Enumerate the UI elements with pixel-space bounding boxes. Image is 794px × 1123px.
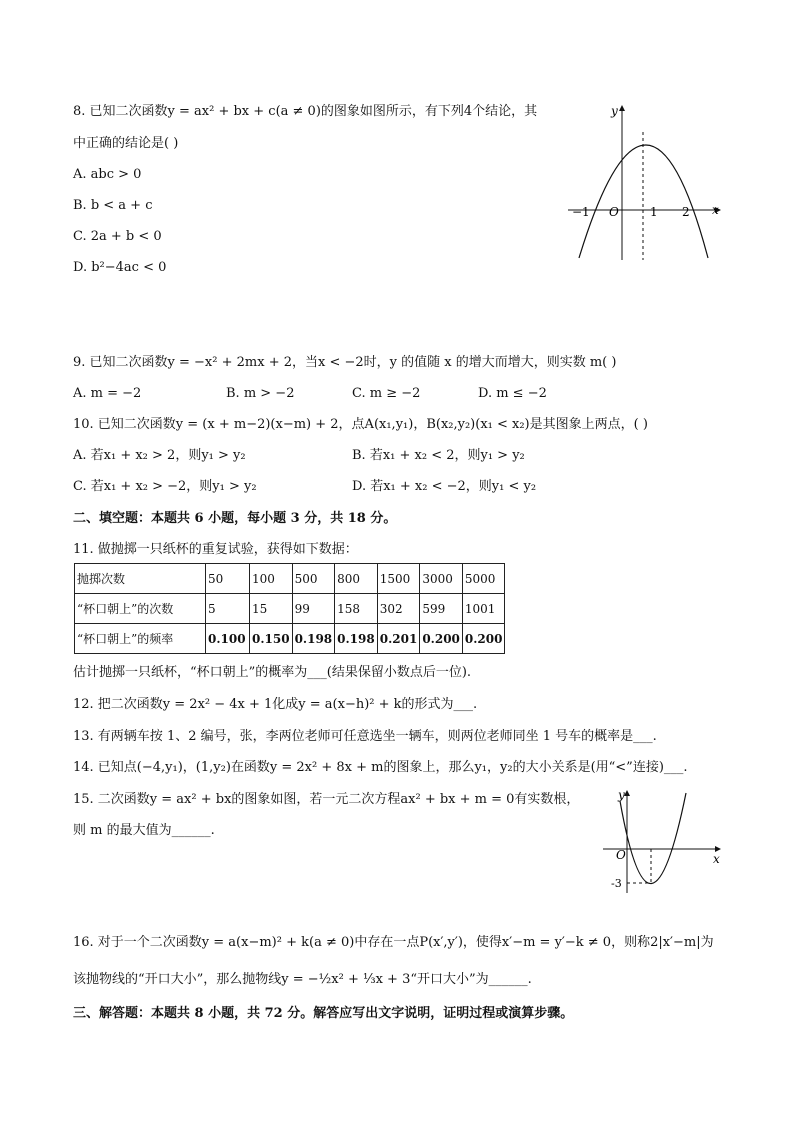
table-cell: 100	[250, 564, 293, 594]
table-cell: 0.200	[420, 624, 463, 654]
q8-parabola-graph	[565, 100, 725, 262]
table-row	[75, 624, 505, 654]
q8-tick-2: 2	[682, 205, 690, 219]
table-cell: “杯口朝上”的频率	[75, 624, 206, 654]
q8-tick-1: 1	[650, 205, 658, 219]
table-cell: 3000	[420, 564, 463, 594]
section-3-heading: 三、解答题：本题共 8 小题，共 72 分。解答应写出文字说明，证明过程或演算步骤。	[73, 1006, 574, 1021]
q9-option-d: D. m ≤ −2	[478, 386, 547, 401]
q12-text: 12. 把二次函数y = 2x² − 4x + 1化成y = a(x−h)² + k的形式为___.	[73, 697, 478, 712]
table-cell: 抛掷次数	[75, 564, 206, 594]
q15-parabola-graph	[598, 785, 728, 895]
q8-stem-line2: 中正确的结论是( )	[73, 136, 179, 151]
table-cell: 1500	[377, 564, 420, 594]
q11-stem: 11. 做抛掷一只纸杯的重复试验，获得如下数据：	[73, 542, 358, 557]
q15-line2: 则 m 的最大值为______.	[73, 823, 215, 838]
table-cell: 0.198	[292, 624, 335, 654]
q14-text: 14. 已知点(−4,y₁)，(1,y₂)在函数y = 2x² + 8x + m的图象上，那么y₁，y₂的大小关系是(用“<”连接)___.	[73, 760, 688, 775]
table-cell: 0.150	[250, 624, 293, 654]
q9-option-a: A. m = −2	[73, 386, 142, 401]
table-row	[75, 564, 505, 594]
table-cell: 800	[335, 564, 378, 594]
q16-line1: 16. 对于一个二次函数y = a(x−m)² + k(a ≠ 0)中存在一点P(x′,y′)，使得x′−m = y′−k ≠ 0，则称2|x′−m|为	[73, 935, 714, 950]
q15-origin-label: O	[616, 848, 626, 862]
q8-y-label: y	[611, 104, 618, 118]
section-2-heading: 二、填空题：本题共 6 小题，每小题 3 分，共 18 分。	[73, 511, 397, 526]
q10-option-c: C. 若x₁ + x₂ > −2，则y₁ > y₂	[73, 479, 257, 494]
q16-line2: 该抛物线的“开口大小”，那么抛物线y = −½x² + ⅓x + 3“开口大小”为______.	[73, 972, 532, 987]
q8-option-c: C. 2a + b < 0	[73, 229, 162, 244]
q10-option-a: A. 若x₁ + x₂ > 2，则y₁ > y₂	[73, 448, 246, 463]
q11-after-text: 估计抛掷一只纸杯，“杯口朝上”的概率为___(结果保留小数点后一位).	[73, 665, 472, 680]
table-cell: 50	[206, 564, 250, 594]
table-cell: 99	[292, 594, 335, 624]
table-cell: 1001	[462, 594, 505, 624]
q9-option-b: B. m > −2	[226, 386, 295, 401]
q15-line1: 15. 二次函数y = ax² + bx的图象如图，若一元二次方程ax² + bx + m = 0有实数根，	[73, 792, 580, 807]
q8-x-label: x	[712, 203, 719, 217]
q8-option-b: B. b < a + c	[73, 198, 153, 213]
table-cell: 599	[420, 594, 463, 624]
q10-stem: 10. 已知二次函数y = (x + m−2)(x−m) + 2，点A(x₁,y₁)，B(x₂,y₂)(x₁ < x₂)是其图象上两点，( )	[73, 417, 648, 432]
table-cell: “杯口朝上”的次数	[75, 594, 206, 624]
table-cell: 158	[335, 594, 378, 624]
q15-parabola-curve	[620, 793, 686, 884]
q9-stem: 9. 已知二次函数y = −x² + 2mx + 2，当x < −2时，y 的值随 x 的增大而增大，则实数 m( )	[73, 355, 617, 370]
q11-frequency-table	[74, 563, 505, 654]
table-cell: 0.201	[377, 624, 420, 654]
q15-min-label: -3	[611, 877, 622, 890]
q8-option-a: A. abc > 0	[73, 167, 142, 182]
table-cell: 5000	[462, 564, 505, 594]
q9-option-c: C. m ≥ −2	[352, 386, 421, 401]
q10-option-b: B. 若x₁ + x₂ < 2，则y₁ > y₂	[352, 448, 525, 463]
table-cell: 0.100	[206, 624, 250, 654]
q8-tick-neg1: −1	[572, 205, 590, 219]
q8-stem-line1: 8. 已知二次函数y = ax² + bx + c(a ≠ 0)的图象如图所示，有下列4个结论，其	[73, 104, 538, 119]
q8-origin-label: O	[609, 205, 619, 219]
q10-option-d: D. 若x₁ + x₂ < −2，则y₁ < y₂	[352, 479, 537, 494]
table-cell: 15	[250, 594, 293, 624]
q15-y-label: y	[618, 788, 625, 802]
table-cell: 5	[206, 594, 250, 624]
table-cell: 0.198	[335, 624, 378, 654]
table-cell: 500	[292, 564, 335, 594]
q8-option-d: D. b²−4ac < 0	[73, 260, 167, 275]
table-cell: 302	[377, 594, 420, 624]
q13-text: 13. 有两辆车按 1、2 编号，张，李两位老师可任意选坐一辆车，则两位老师同坐 1 号车的概率是___.	[73, 729, 657, 744]
table-row	[75, 594, 505, 624]
q15-x-label: x	[713, 852, 720, 866]
table-cell: 0.200	[462, 624, 505, 654]
